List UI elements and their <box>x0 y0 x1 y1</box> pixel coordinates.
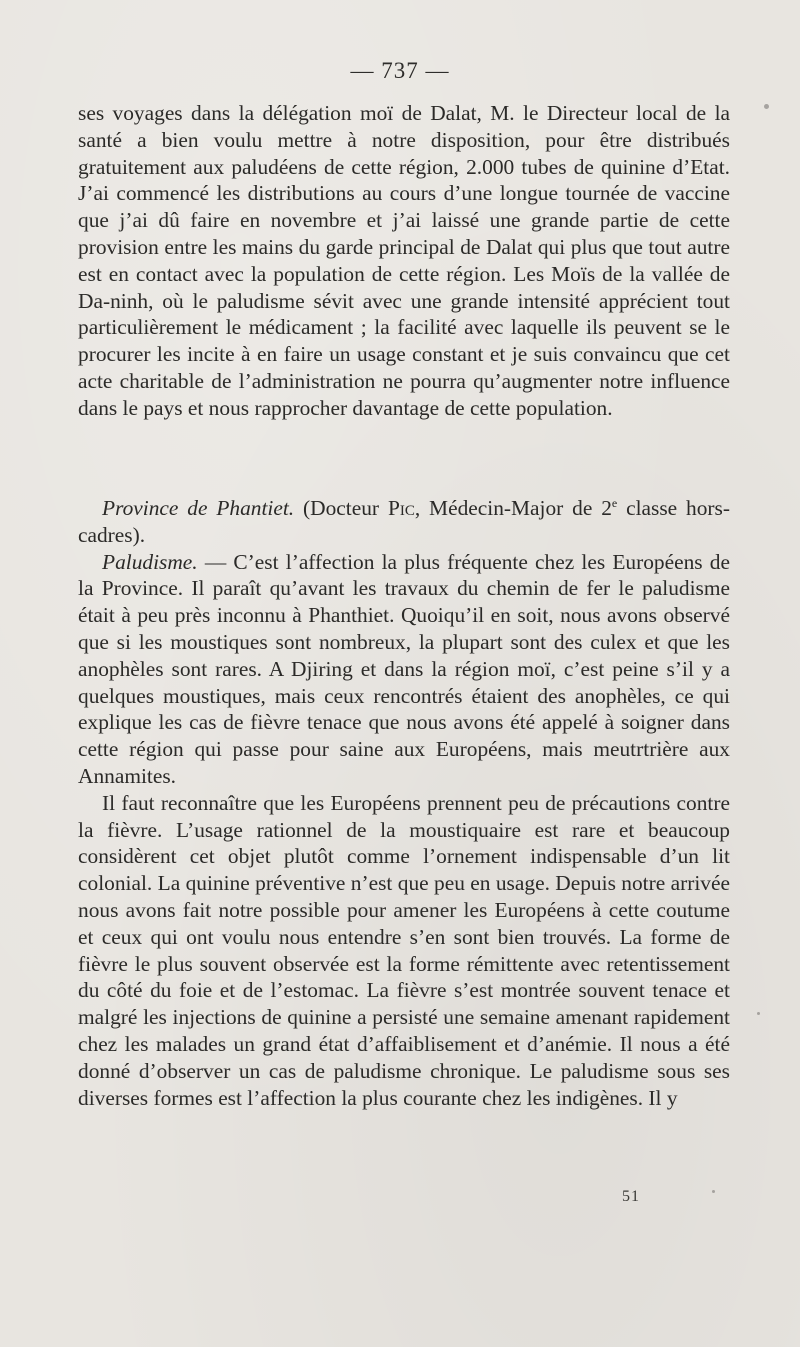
text-block-intro <box>78 100 730 422</box>
paludisme-paragraph-2: Il faut reconnaître que les Européens prennent peu de précautions contre la fièvre. L’usage rationnel de la moustiquaire est rare et beaucoup considèrent cet objet plutôt comme l’ornement indispensable d’un lit colonial. La quinine préventive n’est que peu en usage. Depuis notre arrivée nous avons fait notre possible pour amener les Européens à cette coutume et ceux qui ont voulu nous entendre s’en sont bien trouvés. La forme de fièvre le plus souvent observée est la forme rémittente avec retentissement du côté du foie et de l’estomac. La fièvre s’est montrée souvent tenace et malgré les injections de quinine a persisté une semaine amenant rapidement chez les malades un grand état d’affaiblisement et d’anémie. Il nous a été donné d’observer un cas de paludisme chronique. Le paludisme sous ses diverses formes est l’affection la plus courante chez les indigènes. Il y <box>78 790 730 1110</box>
text-block-province <box>78 495 730 1111</box>
province-heading-paragraph <box>78 495 730 549</box>
signature-mark: 51 <box>622 1188 640 1205</box>
province-title: Province de Phantiet. <box>102 496 295 520</box>
paludisme-text-1: — C’est l’affection la plus fréquente chez les Européens de la Province. Il paraît qu’avant les travaux du chemin de fer le paludisme était à peu près inconnu à Phanthiet. Quoiqu’il en soit, nous avons observé que si les moustiques sont nombreux, la plupart sont des culex et que les anophèles sont rares. A Djiring et dans la région moï, c’est peine s’il y a quelques moustiques, mais ceux rencontrés étaient des anophèles, ce qui explique les cas de fièvre tenace que nous avons été appelé à soigner dans cette région qui passe pour saine aux Européens, mais meutrtrière aux Annamites. <box>78 549 730 788</box>
page-number: — 737 — <box>350 58 450 83</box>
paper-speck <box>757 1012 760 1015</box>
doctor-rank: , Médecin-Major de 2 <box>414 496 612 520</box>
doctor-prefix: (Docteur <box>303 496 380 520</box>
doctor-name: Pic <box>387 496 415 520</box>
rank-superscript: e <box>611 495 618 510</box>
paludisme-paragraph-1 <box>78 549 730 790</box>
intro-paragraph: ses voyages dans la délégation moï de Dalat, M. le Directeur local de la santé a bien voulu mettre à notre disposition, pour être distribués gratuitement aux paludéens de cette région, 2.000 tubes de quinine d’Etat. J’ai commencé les distributions au cours d’une longue tournée de vaccine que j’ai dû faire en novembre et j’ai laissé une grande partie de cette provision entre les mains du garde principal de Dalat qui plus que tout autre est en contact avec la population de cette région. Les Moïs de la vallée de Da-ninh, où le paludisme sévit avec une grande intensité apprécient tout particulièrement le médicament ; la facilité avec laquelle ils peuvent se le procurer les incite à en faire un usage constant et je suis convaincu que cet acte charitable de l’administration ne pourra qu’augmenter notre influence dans le pays et nous rapprocher davantage de cette population. <box>78 101 730 420</box>
paludisme-heading: Paludisme. <box>102 549 198 574</box>
doctor-class: classe hors-cadres). <box>78 496 730 547</box>
paper-speck <box>764 104 769 109</box>
paper-speck <box>712 1190 715 1193</box>
